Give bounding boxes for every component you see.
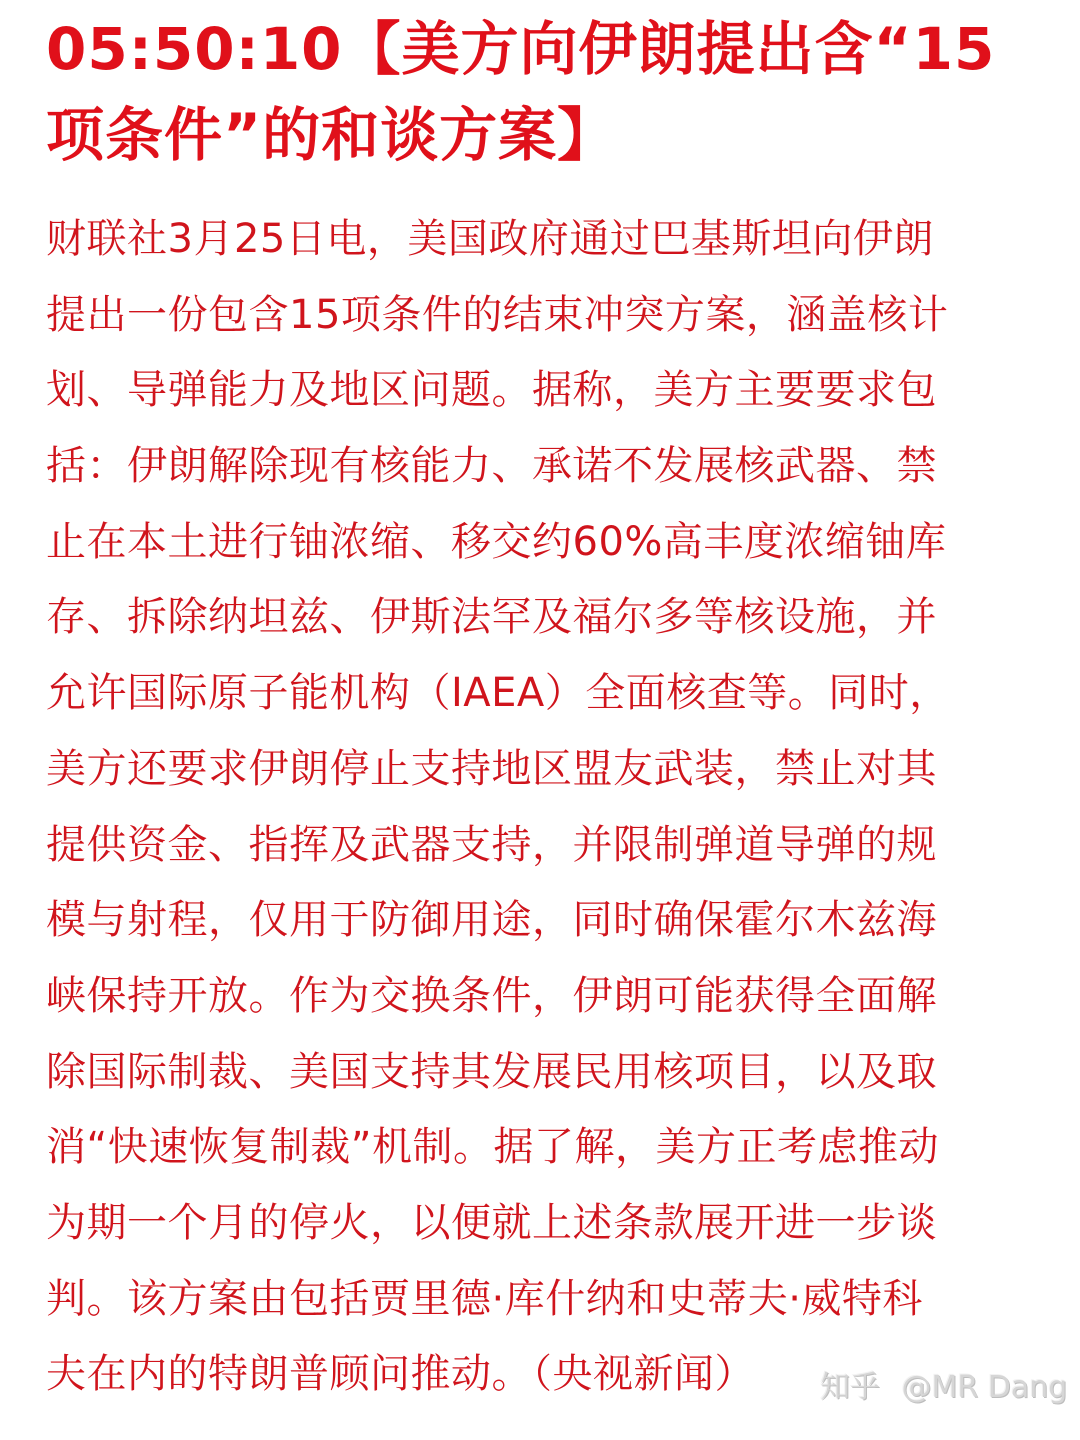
news-body: [46, 202, 1046, 1413]
body-line: 峡保持开放。作为交换条件，伊朗可能获得全面解: [46, 972, 937, 1019]
body-line: 存、拆除纳坦兹、伊斯法罕及福尔多等核设施，并: [46, 594, 937, 641]
watermark-handle: @MR Dang: [901, 1370, 1068, 1405]
body-line: 提出一份包含15项条件的结束冲突方案，涵盖核计: [46, 291, 949, 338]
body-line: 允许国际原子能机构（IAEA）全面核查等。同时，: [46, 670, 950, 717]
news-headline: [46, 6, 1056, 178]
body-line: 提供资金、指挥及武器支持，并限制弹道导弹的规: [46, 821, 937, 868]
body-line: 为期一个月的停火，以便就上述条款展开进一步谈: [46, 1199, 937, 1246]
body-line: 止在本土进行铀浓缩、移交约60%高丰度浓缩铀库: [46, 518, 947, 565]
watermark-platform: 知乎: [820, 1370, 880, 1405]
body-line: 夫在内的特朗普顾问推动。（央视新闻）: [46, 1351, 755, 1398]
headline-line-2: 项条件”的和谈方案】: [46, 101, 617, 169]
body-line: 模与射程，仅用于防御用途，同时确保霍尔木兹海: [46, 897, 937, 944]
body-line: 判。该方案由包括贾里德·库什纳和史蒂夫·威特科: [46, 1275, 923, 1322]
body-line: 美方还要求伊朗停止支持地区盟友武装，禁止对其: [46, 745, 937, 792]
body-line: 除国际制裁、美国支持其发展民用核项目，以及取: [46, 1048, 937, 1095]
body-line: 财联社3月25日电，美国政府通过巴基斯坦向伊朗: [46, 216, 934, 262]
body-line: 消“快速恢复制裁”机制。据了解，美方正考虑推动: [46, 1124, 939, 1171]
zhihu-watermark: [820, 1368, 1067, 1408]
body-line: 括：伊朗解除现有核能力、承诺不发展核武器、禁: [46, 443, 937, 490]
headline-line-1: 05:50:10【美方向伊朗提出含“15: [46, 15, 996, 83]
body-line: 划、导弹能力及地区问题。据称，美方主要要求包: [46, 367, 937, 414]
